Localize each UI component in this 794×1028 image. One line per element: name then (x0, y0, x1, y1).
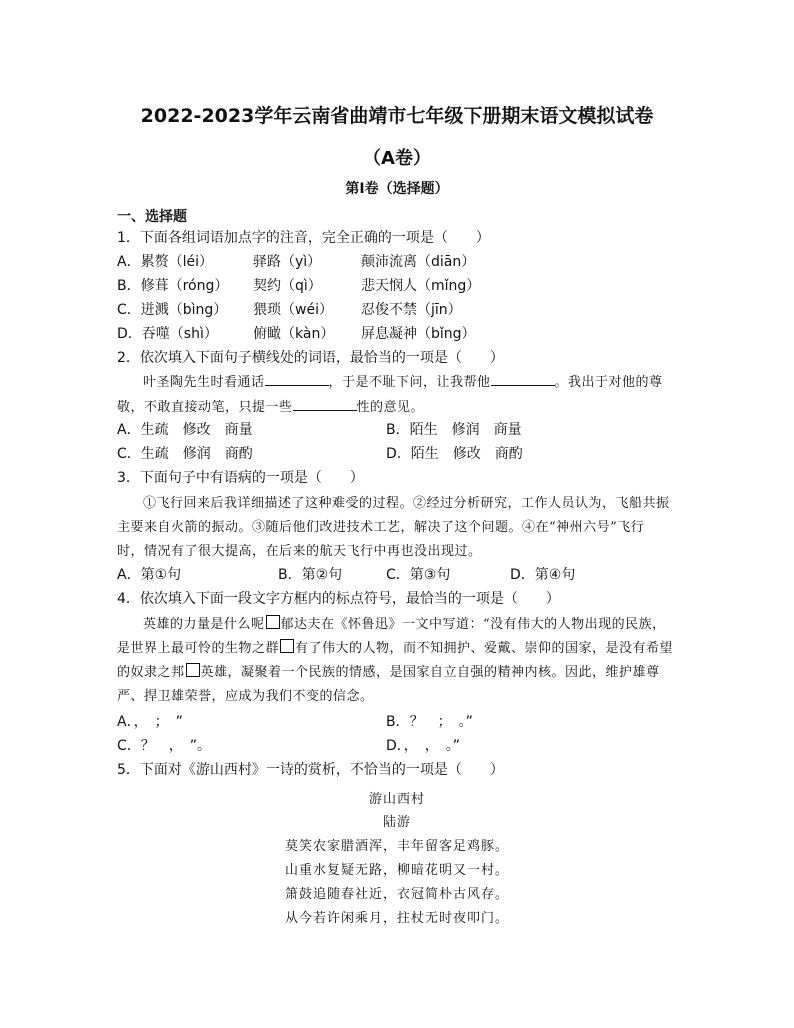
punctuation-box (280, 639, 294, 653)
question-3-stem: 3．下面句子中有语病的一项是（ ） (117, 470, 364, 486)
q4-option-b: B．？ ； 。” (386, 714, 473, 730)
q1-option-d-3: 屏息凝神（bǐng） (361, 326, 476, 342)
q2-text: ，于是不耻下问，让我帮他 (328, 375, 491, 390)
q2-text: 性的意见。 (356, 400, 425, 415)
q1-option-c-3: 忍俊不禁（jīn） (361, 302, 462, 318)
q2-passage-line-1 (117, 370, 699, 395)
question-5-stem: 5．下面对《游山西村》一诗的赏析，不恰当的一项是（ ） (117, 762, 504, 778)
q1-option-a-1: A．累赘（léi） (117, 254, 213, 270)
q2-option-d: D．陌生 修改 商酌 (386, 446, 523, 462)
question-1-stem: 1．下面各组词语加点字的注音，完全正确的一项是（ ） (117, 230, 490, 246)
q1-option-b-3: 悲天悯人（mǐng） (361, 278, 481, 294)
poem-line-3: 箫鼓追随春社近，衣冠简朴古风存。 (284, 887, 509, 902)
poem-author: 陆游 (382, 815, 411, 830)
poem-title: 游山西村 (368, 792, 425, 807)
q3-passage-line-1: ①飞行回来后我详细描述了这种难受的过程。②经过分析研究，工作人员认为，飞船共振 (143, 496, 670, 511)
exam-subtitle: （A卷） (363, 148, 431, 169)
fill-blank (293, 396, 357, 411)
poem-line-2: 山重水复疑无路，柳暗花明又一村。 (284, 863, 509, 878)
q1-option-b-2: 契约（qì） (253, 278, 322, 294)
q3-option-c: C．第③句 (386, 567, 451, 583)
part-heading: 第Ⅰ卷（选择题） (345, 181, 449, 197)
q2-text: 敬，不敢直接动笔，只提一些 (117, 400, 293, 415)
q1-option-c-1: C．迸溅（bìng） (117, 302, 228, 318)
q1-option-c-2: 猥琐（wéi） (253, 302, 333, 318)
fill-blank (265, 371, 329, 386)
question-2-stem: 2．依次填入下面句子横线处的词语，最恰当的一项是（ ） (117, 350, 504, 366)
q4-option-a: A．， ； ” (117, 714, 183, 730)
poem-line-4: 从今若许闲乘月，拄杖无时夜叩门。 (284, 911, 509, 926)
q2-passage-line-2 (117, 395, 699, 420)
q2-text: 叶圣陶先生时看通话 (143, 375, 265, 390)
q4-text: 的奴隶之邦 (117, 665, 185, 680)
q4-text: 英雄的力量是什么呢 (143, 617, 265, 632)
q4-text: 有了伟大的人物，而不知拥护、爱戴、崇仰的国家，是没有希望 (295, 641, 674, 656)
exam-title: 2022-2023学年云南省曲靖市七年级下册期末语文模拟试卷 (140, 105, 654, 127)
punctuation-box (266, 615, 280, 629)
q1-option-b-1: B．修葺（róng） (117, 278, 229, 294)
q3-option-b: B．第②句 (278, 567, 343, 583)
q1-option-a-2: 驿路（yì） (253, 254, 322, 270)
punctuation-box (186, 663, 200, 677)
fill-blank (491, 371, 555, 386)
q4-text: 郁达夫在《怀鲁迅》一文中写道：“没有伟大的人物出现的民族， (280, 617, 666, 632)
question-4-stem: 4．依次填入下面一段文字方框内的标点符号，最恰当的一项是（ ） (117, 591, 560, 607)
q4-option-c: C．？ ， ”。 (117, 738, 212, 754)
q4-passage-line-4: 严、捍卫雄荣誉，应成为我们不变的信念。 (117, 689, 374, 704)
section-heading: 一、选择题 (117, 209, 187, 225)
q1-option-d-1: D．吞噬（shì） (117, 326, 218, 342)
q4-passage-line-3 (117, 660, 699, 685)
q4-passage-line-1 (117, 612, 699, 637)
q4-passage-line-2 (117, 636, 699, 661)
q4-text: 是世界上最可怜的生物之群 (117, 641, 280, 656)
q3-passage-line-3: 时，情况有了很大提高，在后来的航天飞行中再也没出现过。 (117, 544, 482, 559)
q3-passage-line-2: 主要来自火箭的振动。③随后他们改进技术工艺，解决了这个问题。④在“神州六号”飞行 (117, 520, 645, 535)
q4-option-d: D．， ， 。” (386, 738, 461, 754)
q2-text: 。我出于对他的尊 (554, 375, 663, 390)
q1-option-a-3: 颠沛流离（diān） (361, 254, 476, 270)
q3-option-d: D．第④句 (510, 567, 576, 583)
q2-option-a: A．生疏 修改 商量 (117, 422, 253, 438)
q4-text: 英雄，凝聚着一个民族的情感，是国家自立自强的精神内核。因此，维护雄尊 (200, 665, 660, 680)
q2-option-c: C．生疏 修润 商酌 (117, 446, 253, 462)
q1-option-d-2: 俯瞰（kàn） (253, 326, 335, 342)
q2-option-b: B．陌生 修润 商量 (386, 422, 522, 438)
q3-option-a: A．第①句 (117, 567, 182, 583)
poem-line-1: 莫笑农家腊酒浑，丰年留客足鸡豚。 (284, 839, 509, 854)
